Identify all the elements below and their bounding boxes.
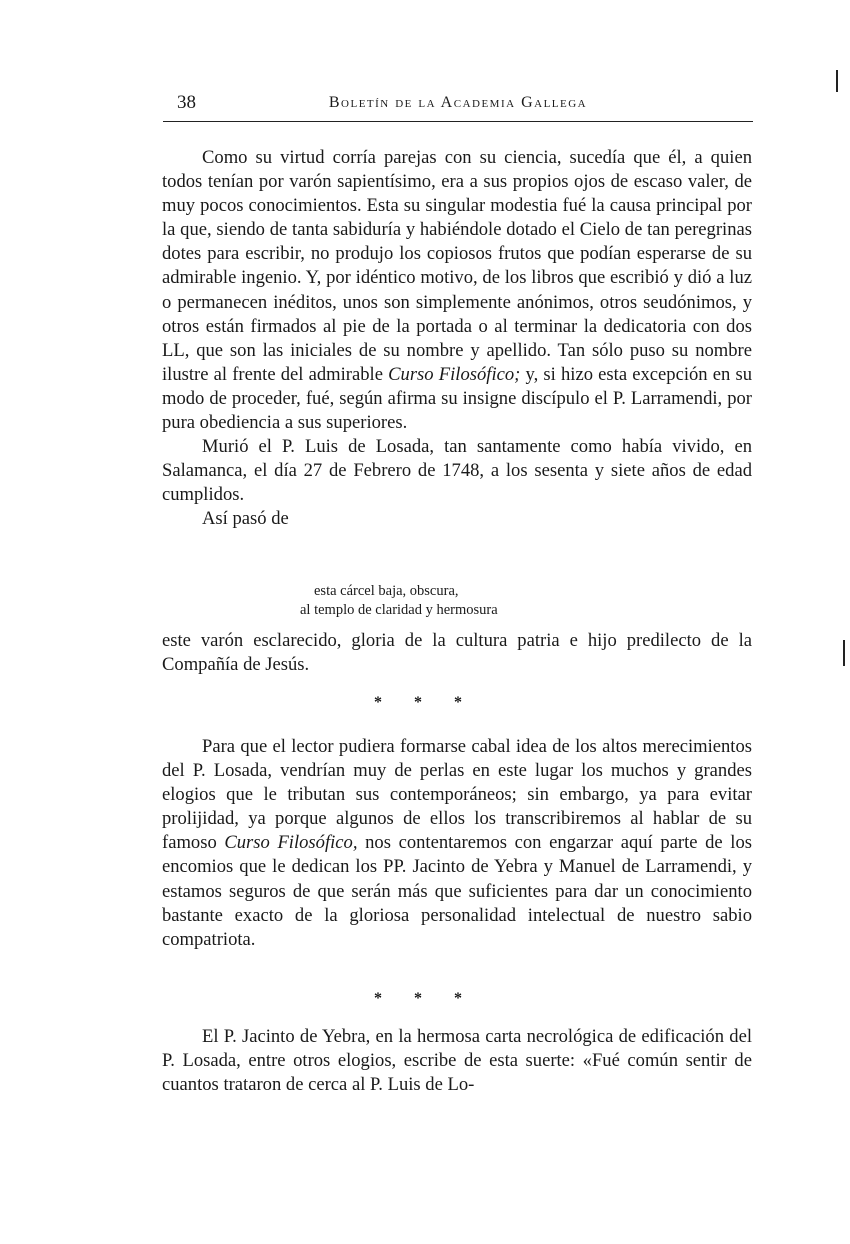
page-number: 38 — [177, 92, 196, 113]
body-text-top — [162, 146, 752, 532]
body-text-middle — [162, 735, 752, 952]
italic-title: Curso Filosófico; — [388, 363, 521, 385]
section-separator: * * * — [374, 694, 476, 711]
body-text-bottom — [162, 1025, 752, 1097]
verse-line: al templo de claridad y hermosura — [300, 601, 498, 618]
section-separator-2: * * * — [374, 990, 476, 1007]
paragraph-modestia: Como su virtud corría parejas con su ciencia, sucedía que él, a quien todos tenían por varón sapientísimo, era a sus propios ojos de escaso valer, de muy pocos conocimientos. Esta su singular modestia fué la causa principal por la que, siendo de tanta sabiduría y habiéndole dotado el Cielo de tan peregrinas dotes para escribir, no produjo los copiosos frutos que podían esperarse de su admirable ingenio. Y, por idéntico motivo, de los libros que escribió y dió a luz o permanecen inéditos, unos son simplemente anónimos, otros seudónimos, y otros están firmados al pie de la portada o al terminar la dedicatoria con dos LL, que son las iniciales de su nombre y apellido. Tan sólo puso su nombre ilustre al frente del admirable Curso Filosófico; y, si hizo esta excepción en su modo de proceder, fué, según afirma su insigne discípulo el P. Larramendi, por pura obediencia a sus superiores. — [162, 147, 753, 434]
paragraph-muerte: Murió el P. Luis de Losada, tan santamente como había vivido, en Salamanca, el día 27 de Febrero de 1748, a los sesenta y siete años de edad cumplidos. — [162, 436, 752, 506]
running-head — [163, 92, 753, 118]
italic-title: Curso Filosófico, — [224, 832, 358, 854]
scan-edge-mark — [836, 70, 838, 92]
paragraph-asi-paso: Así pasó de — [202, 508, 289, 530]
paragraph-lector: Para que el lector pudiera formarse cabal idea de los altos merecimientos del P. Losada, vendrían muy de perlas en este lugar los muchos y grandes elogios que le tributan sus contemporáneos; sin embargo, ya para evitar prolijidad, ya porque algunos de ellos los transcribiremos al hablar de su famoso Curso Filosófico, nos contentaremos con engarzar aquí parte de los encomios que le dedican los PP. Jacinto de Yebra y Manuel de Larramendi, y estamos seguros de que serán más que suficientes para dar un conocimiento bastante exacto de la gloriosa personalidad intelectual de nuestro sabio compatriota. — [162, 736, 752, 950]
paragraph-yebra: El P. Jacinto de Yebra, en la hermosa carta necrológica de edificación del P. Losada, entre otros elogios, escribe de esta suerte: «Fué común sentir de cuantos trataron de cerca al P. Luis de Lo- — [162, 1026, 752, 1096]
verse-line: esta cárcel baja, obscura, — [314, 583, 459, 599]
paragraph-continuation: este varón esclarecido, gloria de la cultura patria e hijo predilecto de la Compañía de Jesús. — [162, 630, 752, 676]
verse-quote — [300, 582, 750, 619]
journal-title: Boletín de la Academia Gallega — [328, 94, 588, 111]
scan-edge-mark — [843, 640, 845, 666]
header-rule — [163, 121, 753, 122]
body-text-continuation — [162, 629, 752, 677]
